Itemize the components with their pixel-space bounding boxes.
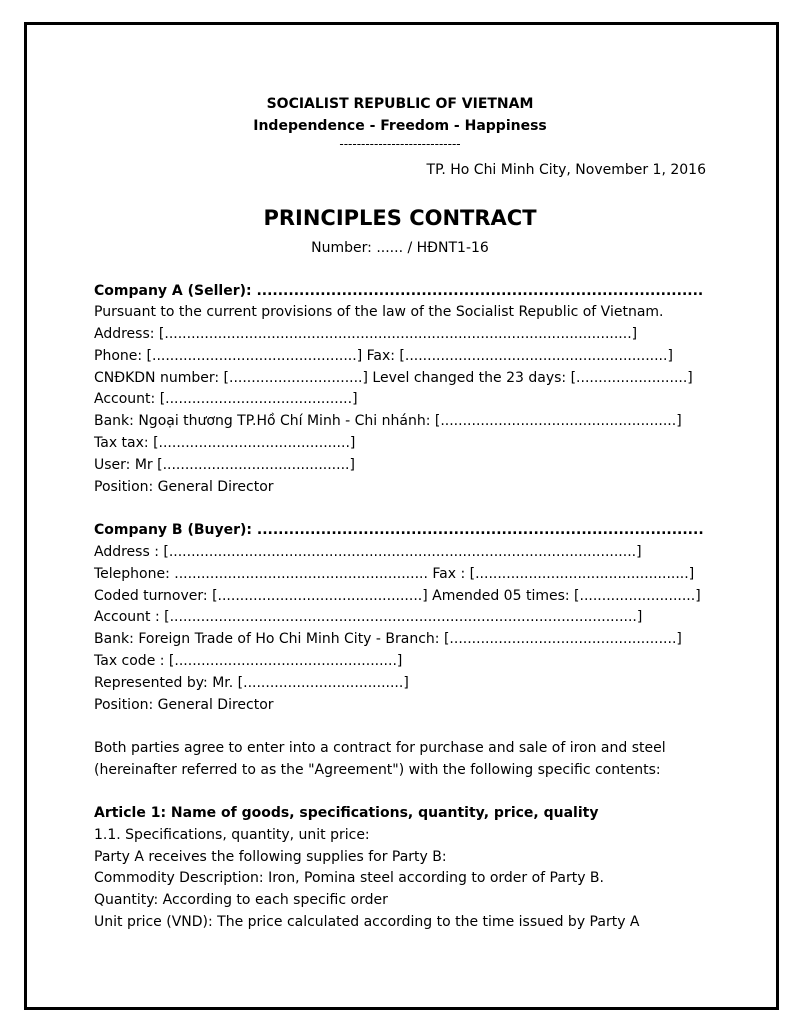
article-1-line: Commodity Description: Iron, Pomina steel according to order of Party B.: [94, 870, 604, 886]
company-a-user: User: Mr [..........................................]: [94, 457, 355, 473]
company-b-telephone: Telephone: ......................................................... Fax : [................................................]: [94, 566, 695, 582]
agreement-line-2: (hereinafter referred to as the "Agreement") with the following specific contents:: [94, 762, 661, 778]
company-a-cndkdn: CNĐKDN number: [..............................] Level changed the 23 days: [.........................]: [94, 370, 693, 386]
header-divider: ----------------------------: [339, 137, 461, 151]
company-b-tax: Tax code : [..................................................]: [94, 653, 403, 669]
agreement-line-1: Both parties agree to enter into a contract for purchase and sale of iron and steel: [94, 740, 666, 756]
company-a-account: Account: [..........................................]: [94, 391, 358, 407]
company-b-represented: Represented by: Mr. [....................................]: [94, 675, 409, 691]
article-1-line: Quantity: According to each specific order: [94, 892, 388, 908]
country-name: SOCIALIST REPUBLIC OF VIETNAM: [266, 96, 534, 112]
company-b-coded-turnover: Coded turnover: [..............................................] Amended 05 times: [..........................]: [94, 588, 701, 604]
company-a-heading: Company A (Seller): ....................................................................................: [94, 283, 704, 299]
company-b-account: Account : [.........................................................................................................]: [94, 609, 643, 625]
company-b-bank: Bank: Foreign Trade of Ho Chi Minh City - Branch: [...................................................]: [94, 631, 682, 647]
company-a-tax: Tax tax: [...........................................]: [94, 435, 356, 451]
company-a-position: Position: General Director: [94, 479, 274, 495]
document-title: PRINCIPLES CONTRACT: [263, 206, 537, 230]
company-a-address: Address: [.........................................................................................................]: [94, 326, 638, 342]
article-1-line: Unit price (VND): The price calculated according to the time issued by Party A: [94, 914, 640, 930]
company-b-position: Position: General Director: [94, 697, 274, 713]
company-a-phone: Phone: [..............................................] Fax: [...........................................................]: [94, 348, 673, 364]
company-a-pursuant: Pursuant to the current provisions of the law of the Socialist Republic of Vietnam.: [94, 304, 664, 320]
national-motto: Independence - Freedom - Happiness: [253, 118, 547, 134]
place-date: TP. Ho Chi Minh City, November 1, 2016: [426, 162, 706, 178]
company-b-address: Address : [.........................................................................................................]: [94, 544, 642, 560]
company-a-bank: Bank: Ngoại thương TP.Hồ Chí Minh - Chi nhánh: [.....................................................]: [94, 413, 682, 429]
contract-number: Number: ...... / HĐNT1-16: [311, 240, 489, 256]
article-1-line: 1.1. Specifications, quantity, unit price:: [94, 827, 370, 843]
company-b-heading: Company B (Buyer): ....................................................................................: [94, 522, 704, 538]
article-1-line: Party A receives the following supplies for Party B:: [94, 849, 447, 865]
article-1-heading: Article 1: Name of goods, specifications, quantity, price, quality: [94, 805, 599, 821]
